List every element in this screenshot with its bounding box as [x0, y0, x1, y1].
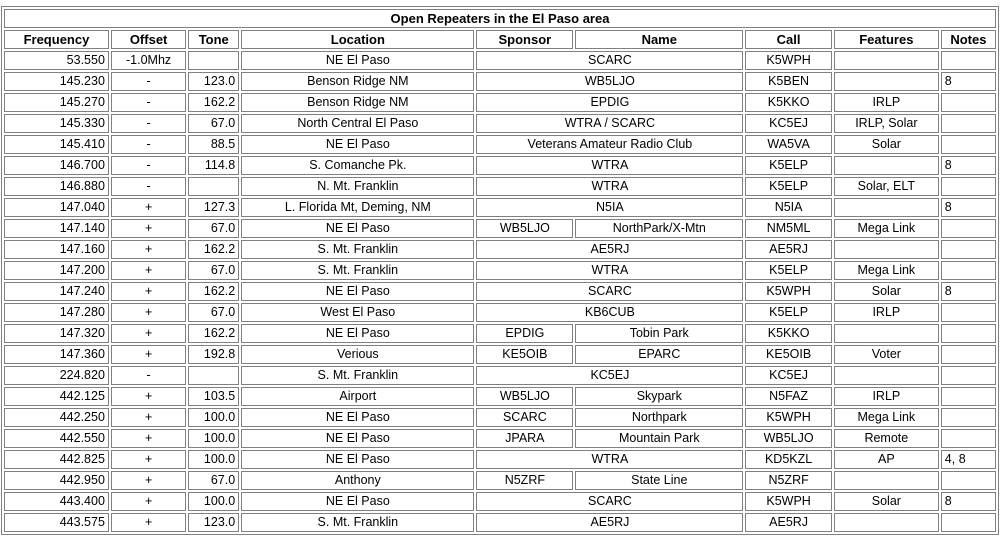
- table-row: [4, 51, 996, 70]
- cell-name: Skypark: [575, 387, 743, 406]
- cell-sponsor: N5ZRF: [476, 471, 573, 490]
- cell-sponsor: WB5LJO: [476, 219, 573, 238]
- cell-call: K5BEN: [745, 72, 832, 91]
- cell-features: Remote: [834, 429, 939, 448]
- cell-offset: +: [111, 282, 186, 301]
- cell-tone: 123.0: [188, 72, 239, 91]
- cell-notes: 8: [941, 156, 996, 175]
- cell-offset: +: [111, 408, 186, 427]
- cell-features: [834, 51, 939, 70]
- cell-call: WA5VA: [745, 135, 832, 154]
- cell-location: North Central El Paso: [241, 114, 474, 133]
- cell-tone: 67.0: [188, 219, 239, 238]
- cell-location: NE El Paso: [241, 282, 474, 301]
- cell-merged: Veterans Amateur Radio Club: [476, 135, 743, 154]
- table-title: Open Repeaters in the El Paso area: [4, 9, 996, 28]
- table-row: [4, 156, 996, 175]
- table-body: [4, 51, 996, 532]
- cell-features: Mega Link: [834, 219, 939, 238]
- cell-call: K5WPH: [745, 408, 832, 427]
- cell-frequency: 147.140: [4, 219, 109, 238]
- cell-location: NE El Paso: [241, 324, 474, 343]
- cell-offset: +: [111, 450, 186, 469]
- cell-location: NE El Paso: [241, 219, 474, 238]
- header-sponsor: Sponsor: [476, 30, 573, 49]
- cell-offset: +: [111, 387, 186, 406]
- cell-location: S. Mt. Franklin: [241, 366, 474, 385]
- table-row: [4, 513, 996, 532]
- cell-call: KD5KZL: [745, 450, 832, 469]
- cell-frequency: 443.575: [4, 513, 109, 532]
- cell-features: AP: [834, 450, 939, 469]
- cell-location: Verious: [241, 345, 474, 364]
- cell-frequency: 147.280: [4, 303, 109, 322]
- cell-call: KC5EJ: [745, 366, 832, 385]
- cell-notes: [941, 387, 996, 406]
- table-row: [4, 261, 996, 280]
- cell-call: AE5RJ: [745, 513, 832, 532]
- cell-location: West El Paso: [241, 303, 474, 322]
- cell-features: [834, 513, 939, 532]
- table-row: [4, 429, 996, 448]
- cell-frequency: 442.125: [4, 387, 109, 406]
- cell-location: Benson Ridge NM: [241, 72, 474, 91]
- cell-tone: 88.5: [188, 135, 239, 154]
- cell-features: IRLP: [834, 387, 939, 406]
- cell-tone: [188, 366, 239, 385]
- cell-location: Benson Ridge NM: [241, 93, 474, 112]
- cell-merged: WTRA: [476, 261, 743, 280]
- cell-offset: +: [111, 324, 186, 343]
- cell-frequency: 442.825: [4, 450, 109, 469]
- cell-notes: [941, 261, 996, 280]
- cell-location: Airport: [241, 387, 474, 406]
- cell-frequency: 53.550: [4, 51, 109, 70]
- table-row: [4, 387, 996, 406]
- cell-location: Anthony: [241, 471, 474, 490]
- cell-frequency: 145.410: [4, 135, 109, 154]
- cell-tone: 114.8: [188, 156, 239, 175]
- cell-tone: 100.0: [188, 429, 239, 448]
- cell-features: [834, 156, 939, 175]
- header-call: Call: [745, 30, 832, 49]
- cell-tone: 100.0: [188, 450, 239, 469]
- cell-features: Solar: [834, 282, 939, 301]
- cell-location: S. Mt. Franklin: [241, 513, 474, 532]
- cell-offset: -1.0Mhz: [111, 51, 186, 70]
- cell-tone: 103.5: [188, 387, 239, 406]
- cell-notes: 8: [941, 72, 996, 91]
- cell-merged: WTRA / SCARC: [476, 114, 743, 133]
- cell-features: [834, 366, 939, 385]
- cell-location: S. Mt. Franklin: [241, 240, 474, 259]
- cell-features: [834, 198, 939, 217]
- cell-call: K5ELP: [745, 303, 832, 322]
- table-row: [4, 450, 996, 469]
- cell-tone: 162.2: [188, 282, 239, 301]
- cell-merged: AE5RJ: [476, 513, 743, 532]
- cell-features: [834, 240, 939, 259]
- cell-frequency: 443.400: [4, 492, 109, 511]
- cell-offset: +: [111, 471, 186, 490]
- cell-tone: [188, 177, 239, 196]
- cell-name: EPARC: [575, 345, 743, 364]
- cell-location: N. Mt. Franklin: [241, 177, 474, 196]
- cell-location: NE El Paso: [241, 408, 474, 427]
- cell-tone: 162.2: [188, 93, 239, 112]
- cell-tone: 67.0: [188, 114, 239, 133]
- cell-name: Tobin Park: [575, 324, 743, 343]
- cell-offset: -: [111, 93, 186, 112]
- cell-call: KE5OIB: [745, 345, 832, 364]
- cell-merged: WTRA: [476, 156, 743, 175]
- cell-offset: -: [111, 135, 186, 154]
- cell-location: S. Comanche Pk.: [241, 156, 474, 175]
- cell-offset: +: [111, 240, 186, 259]
- cell-merged: EPDIG: [476, 93, 743, 112]
- cell-tone: 127.3: [188, 198, 239, 217]
- cell-call: K5ELP: [745, 156, 832, 175]
- cell-features: IRLP: [834, 93, 939, 112]
- header-name: Name: [575, 30, 743, 49]
- cell-location: L. Florida Mt, Deming, NM: [241, 198, 474, 217]
- cell-tone: 100.0: [188, 408, 239, 427]
- cell-features: IRLP: [834, 303, 939, 322]
- cell-tone: 162.2: [188, 324, 239, 343]
- cell-name: Northpark: [575, 408, 743, 427]
- cell-frequency: 147.240: [4, 282, 109, 301]
- table-row: [4, 366, 996, 385]
- table-row: [4, 240, 996, 259]
- cell-location: NE El Paso: [241, 450, 474, 469]
- cell-features: Voter: [834, 345, 939, 364]
- cell-call: K5ELP: [745, 177, 832, 196]
- cell-merged: WTRA: [476, 177, 743, 196]
- cell-frequency: 224.820: [4, 366, 109, 385]
- cell-tone: 67.0: [188, 261, 239, 280]
- cell-frequency: 442.550: [4, 429, 109, 448]
- cell-merged: SCARC: [476, 51, 743, 70]
- cell-offset: +: [111, 303, 186, 322]
- cell-features: [834, 471, 939, 490]
- cell-notes: [941, 135, 996, 154]
- cell-tone: 123.0: [188, 513, 239, 532]
- cell-features: [834, 72, 939, 91]
- cell-offset: +: [111, 219, 186, 238]
- cell-tone: [188, 51, 239, 70]
- table-row: [4, 72, 996, 91]
- header-frequency: Frequency: [4, 30, 109, 49]
- cell-notes: 4, 8: [941, 450, 996, 469]
- cell-frequency: 147.160: [4, 240, 109, 259]
- cell-sponsor: SCARC: [476, 408, 573, 427]
- cell-offset: +: [111, 429, 186, 448]
- cell-call: NM5ML: [745, 219, 832, 238]
- cell-offset: -: [111, 156, 186, 175]
- cell-call: K5KKO: [745, 324, 832, 343]
- cell-frequency: 147.040: [4, 198, 109, 217]
- cell-notes: [941, 240, 996, 259]
- cell-name: Mountain Park: [575, 429, 743, 448]
- cell-merged: WTRA: [476, 450, 743, 469]
- table-row: [4, 324, 996, 343]
- cell-offset: -: [111, 114, 186, 133]
- cell-call: N5IA: [745, 198, 832, 217]
- cell-tone: 67.0: [188, 303, 239, 322]
- cell-notes: [941, 177, 996, 196]
- cell-tone: 192.8: [188, 345, 239, 364]
- cell-features: Mega Link: [834, 408, 939, 427]
- cell-sponsor: JPARA: [476, 429, 573, 448]
- title-row: [4, 9, 996, 28]
- cell-location: NE El Paso: [241, 51, 474, 70]
- cell-frequency: 145.330: [4, 114, 109, 133]
- cell-notes: [941, 51, 996, 70]
- header-location: Location: [241, 30, 474, 49]
- cell-merged: AE5RJ: [476, 240, 743, 259]
- cell-notes: 8: [941, 282, 996, 301]
- cell-merged: KB6CUB: [476, 303, 743, 322]
- repeaters-table: [1, 6, 999, 535]
- cell-offset: +: [111, 345, 186, 364]
- cell-notes: [941, 513, 996, 532]
- cell-notes: [941, 408, 996, 427]
- cell-frequency: 147.360: [4, 345, 109, 364]
- table-row: [4, 492, 996, 511]
- cell-sponsor: WB5LJO: [476, 387, 573, 406]
- table-row: [4, 93, 996, 112]
- cell-notes: [941, 471, 996, 490]
- cell-sponsor: EPDIG: [476, 324, 573, 343]
- header-notes: Notes: [941, 30, 996, 49]
- cell-location: NE El Paso: [241, 492, 474, 511]
- header-features: Features: [834, 30, 939, 49]
- cell-frequency: 147.320: [4, 324, 109, 343]
- cell-merged: SCARC: [476, 282, 743, 301]
- cell-frequency: 145.230: [4, 72, 109, 91]
- cell-call: KC5EJ: [745, 114, 832, 133]
- cell-name: NorthPark/X-Mtn: [575, 219, 743, 238]
- header-row: [4, 30, 996, 49]
- cell-frequency: 146.880: [4, 177, 109, 196]
- cell-location: S. Mt. Franklin: [241, 261, 474, 280]
- cell-call: K5WPH: [745, 51, 832, 70]
- cell-notes: [941, 429, 996, 448]
- cell-notes: [941, 219, 996, 238]
- cell-merged: SCARC: [476, 492, 743, 511]
- table-row: [4, 345, 996, 364]
- table-row: [4, 471, 996, 490]
- cell-call: K5WPH: [745, 282, 832, 301]
- cell-call: N5FAZ: [745, 387, 832, 406]
- cell-notes: 8: [941, 492, 996, 511]
- cell-frequency: 442.950: [4, 471, 109, 490]
- cell-features: Solar, ELT: [834, 177, 939, 196]
- cell-offset: -: [111, 366, 186, 385]
- cell-features: Solar: [834, 492, 939, 511]
- cell-offset: +: [111, 492, 186, 511]
- cell-call: K5ELP: [745, 261, 832, 280]
- header-offset: Offset: [111, 30, 186, 49]
- cell-features: [834, 324, 939, 343]
- cell-call: AE5RJ: [745, 240, 832, 259]
- cell-frequency: 145.270: [4, 93, 109, 112]
- cell-location: NE El Paso: [241, 135, 474, 154]
- cell-features: Solar: [834, 135, 939, 154]
- cell-call: K5KKO: [745, 93, 832, 112]
- cell-merged: N5IA: [476, 198, 743, 217]
- cell-frequency: 442.250: [4, 408, 109, 427]
- table-row: [4, 408, 996, 427]
- cell-location: NE El Paso: [241, 429, 474, 448]
- cell-call: N5ZRF: [745, 471, 832, 490]
- cell-offset: +: [111, 513, 186, 532]
- cell-merged: KC5EJ: [476, 366, 743, 385]
- cell-features: Mega Link: [834, 261, 939, 280]
- cell-tone: 100.0: [188, 492, 239, 511]
- table-row: [4, 177, 996, 196]
- cell-tone: 67.0: [188, 471, 239, 490]
- cell-notes: [941, 345, 996, 364]
- table-row: [4, 282, 996, 301]
- cell-name: State Line: [575, 471, 743, 490]
- cell-frequency: 147.200: [4, 261, 109, 280]
- cell-offset: -: [111, 72, 186, 91]
- cell-call: WB5LJO: [745, 429, 832, 448]
- cell-offset: -: [111, 177, 186, 196]
- cell-offset: +: [111, 198, 186, 217]
- table-row: [4, 114, 996, 133]
- table-row: [4, 303, 996, 322]
- cell-merged: WB5LJO: [476, 72, 743, 91]
- cell-notes: [941, 324, 996, 343]
- table-row: [4, 198, 996, 217]
- cell-tone: 162.2: [188, 240, 239, 259]
- cell-notes: 8: [941, 198, 996, 217]
- cell-sponsor: KE5OIB: [476, 345, 573, 364]
- table-row: [4, 135, 996, 154]
- cell-notes: [941, 93, 996, 112]
- cell-notes: [941, 114, 996, 133]
- cell-features: IRLP, Solar: [834, 114, 939, 133]
- cell-notes: [941, 303, 996, 322]
- table-row: [4, 219, 996, 238]
- cell-call: K5WPH: [745, 492, 832, 511]
- cell-notes: [941, 366, 996, 385]
- cell-offset: +: [111, 261, 186, 280]
- header-tone: Tone: [188, 30, 239, 49]
- cell-frequency: 146.700: [4, 156, 109, 175]
